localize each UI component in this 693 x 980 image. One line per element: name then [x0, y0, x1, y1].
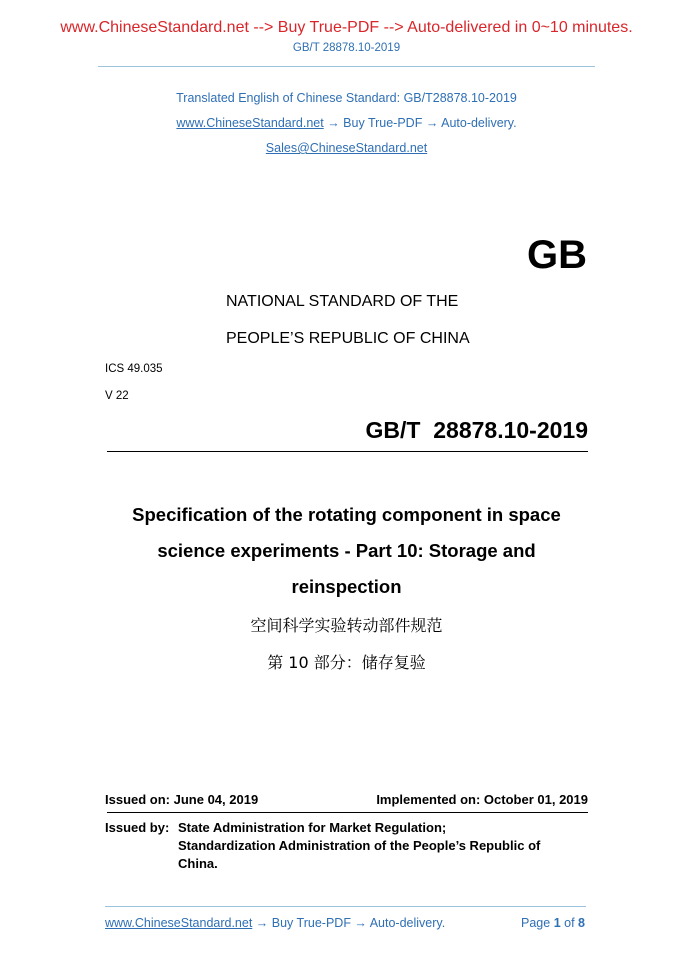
gb-mark: GB [527, 233, 587, 277]
footer-site-link[interactable]: www.ChineseStandard.net [105, 916, 253, 930]
total-pages: 8 [578, 916, 585, 930]
site-link[interactable]: www.ChineseStandard.net [176, 116, 324, 130]
footer-divider [105, 906, 586, 907]
standard-number-underline [107, 451, 588, 452]
issued-by-line-3: China. [178, 856, 218, 871]
issued-on: Issued on: June 04, 2019 [105, 792, 259, 807]
ics-code: ICS 49.035 [105, 363, 163, 375]
footer-buy-text: → Buy True-PDF → Auto-delivery. [255, 916, 446, 930]
ccs-code: V 22 [105, 390, 129, 402]
header-divider [98, 66, 595, 67]
title-line-3: reinspection [291, 576, 402, 597]
translation-buy-line [0, 116, 693, 130]
issued-by-label: Issued by: [105, 820, 170, 835]
sales-email-link[interactable]: Sales@ChineseStandard.net [265, 141, 428, 155]
chinese-title-line-1: 空间科学实验转动部件规范 [250, 616, 443, 635]
page-number: 1 [553, 916, 561, 930]
header-doc-code: GB/T 28878.10-2019 [292, 42, 401, 54]
issued-by-line-2: Standardization Administration of the People’s Republic of [178, 838, 541, 853]
national-standard-line2: PEOPLE’S REPUBLIC OF CHINA [226, 330, 470, 347]
translation-info-line: Translated English of Chinese Standard: GB/T28878.10-2019 [176, 91, 517, 105]
title-line-2: science experiments - Part 10: Storage and [157, 540, 536, 561]
standard-number: GB/T 28878.10-2019 [365, 417, 588, 443]
of-word: of [564, 916, 575, 930]
implemented-on: Implemented on: October 01, 2019 [376, 792, 588, 807]
footer-buy-line [105, 916, 445, 930]
promo-banner[interactable]: www.ChineseStandard.net --> Buy True-PDF --> Auto-delivered in 0~10 minutes. [60, 19, 633, 36]
buy-text: → Buy True-PDF → Auto-delivery. [327, 116, 517, 130]
page-indicator [521, 916, 585, 930]
dates-underline [107, 812, 588, 813]
title-line-1: Specification of the rotating component in space [132, 504, 561, 525]
chinese-title-line-2: 第 10 部分：储存复验 [267, 653, 426, 672]
email-line [0, 141, 693, 155]
national-standard-line1: NATIONAL STANDARD OF THE [226, 293, 459, 310]
page-word: Page [521, 916, 551, 930]
issued-by-line-1: State Administration for Market Regulation; [178, 820, 447, 835]
